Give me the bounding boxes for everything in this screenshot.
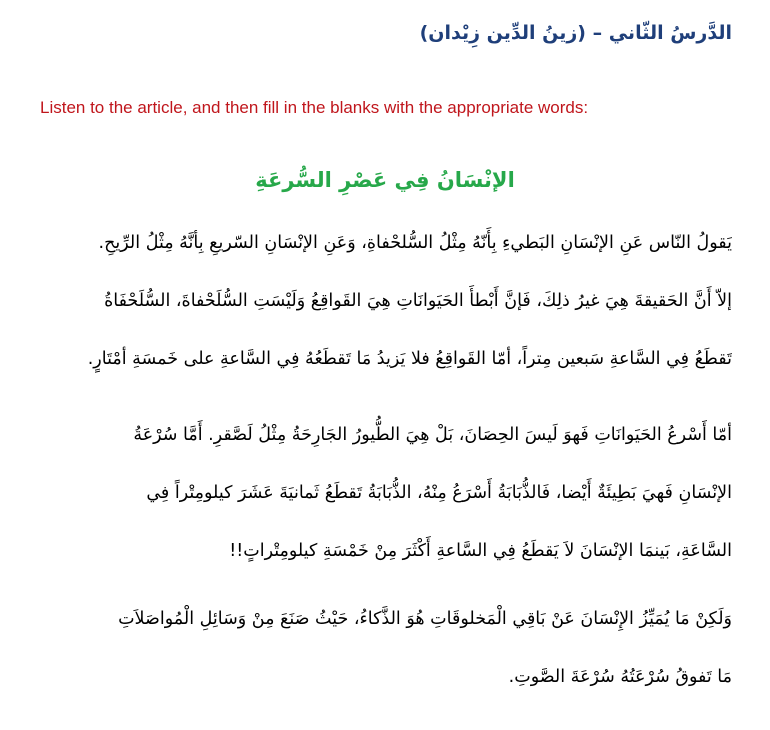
instruction-text: Listen to the article, and then fill in the blanks with the appropriate words: bbox=[40, 98, 589, 117]
paragraph-line: مَا تَفوقُ سُرْعَتُهُ سُرْعَةَ الصَّوتِ. bbox=[508, 667, 732, 687]
article-paragraph-2 bbox=[40, 406, 732, 580]
paragraph-line: الإنْسَانِ فَهيَ بَطِيئَةٌ أَيْضا، فَالذُّبَابَةُ أَسْرَعُ مِنْهُ، الذُّبَابَةُ تَقطَعُ ثَمانيَةَ عَشَرَ كيلومِتْراً فِي bbox=[146, 483, 732, 503]
article-title: الإنْسَانُ فِي عَصْرِ السُّرعَةِ bbox=[255, 168, 515, 192]
paragraph-line: أمّا أَسْرعُ الحَيَوانَاتِ فَهوَ لَيسَ الحِصَانَ، بَلْ هِيَ الطُّيورُ الجَارِحَةُ مِثْلُ لَصَّقرِ. أَمَّا سُرْعَةُ bbox=[133, 425, 732, 445]
article-paragraph-1 bbox=[40, 214, 732, 388]
paragraph-line: إلاّ أَنَّ الحَقيقةَ هِيَ غيرُ ذلِكَ، فَإنَّ أَبْطأَ الحَيَوانَاتِ هِيَ القَواقِعُ وَلَيْسَتِ السُّلَحْفاةَ، السُّلَحْفَاةُ bbox=[104, 291, 732, 311]
lesson-title: الدَّرسُ الثّاني – (زينُ الدِّين زِيْدان) bbox=[419, 22, 732, 44]
article-paragraph-3 bbox=[40, 590, 732, 706]
paragraph-line: وَلَكِنْ مَا يُمَيِّزُ الإِنْسَانَ عَنْ بَاقِي الْمَخلوقَاتِ هُوَ الذَّكاءُ، حَيْثُ صَنَعَ مِنْ وَسَائِلِ الْمُواصَلاَتِ bbox=[118, 609, 732, 629]
paragraph-line: السَّاعَةِ، بَينمَا الإنْسَانَ لاَ يَقطَعُ فِي السَّاعةِ أَكْثَرَ مِنْ خَمْسَةِ كيلومِتْراتٍ!! bbox=[229, 541, 732, 561]
paragraph-line: يَقولُ النّاس عَنِ الإنْسَانِ البَطيءِ بِأَنّهُ مِثْلُ السُّلحْفاةِ، وَعَنِ الإنْسَانِ السّريعِ بِأنَّهُ مِثْلُ الرِّيحِ. bbox=[98, 233, 732, 253]
paragraph-line: تَقطَعُ فِي السَّاعةِ سَبعين مِتراً، أمّا القَواقِعُ فلا يَزيدُ مَا تَقطَعُهُ فِي السَّاعةِ على خَمسَةِ أمْتَارٍ. bbox=[87, 349, 732, 369]
